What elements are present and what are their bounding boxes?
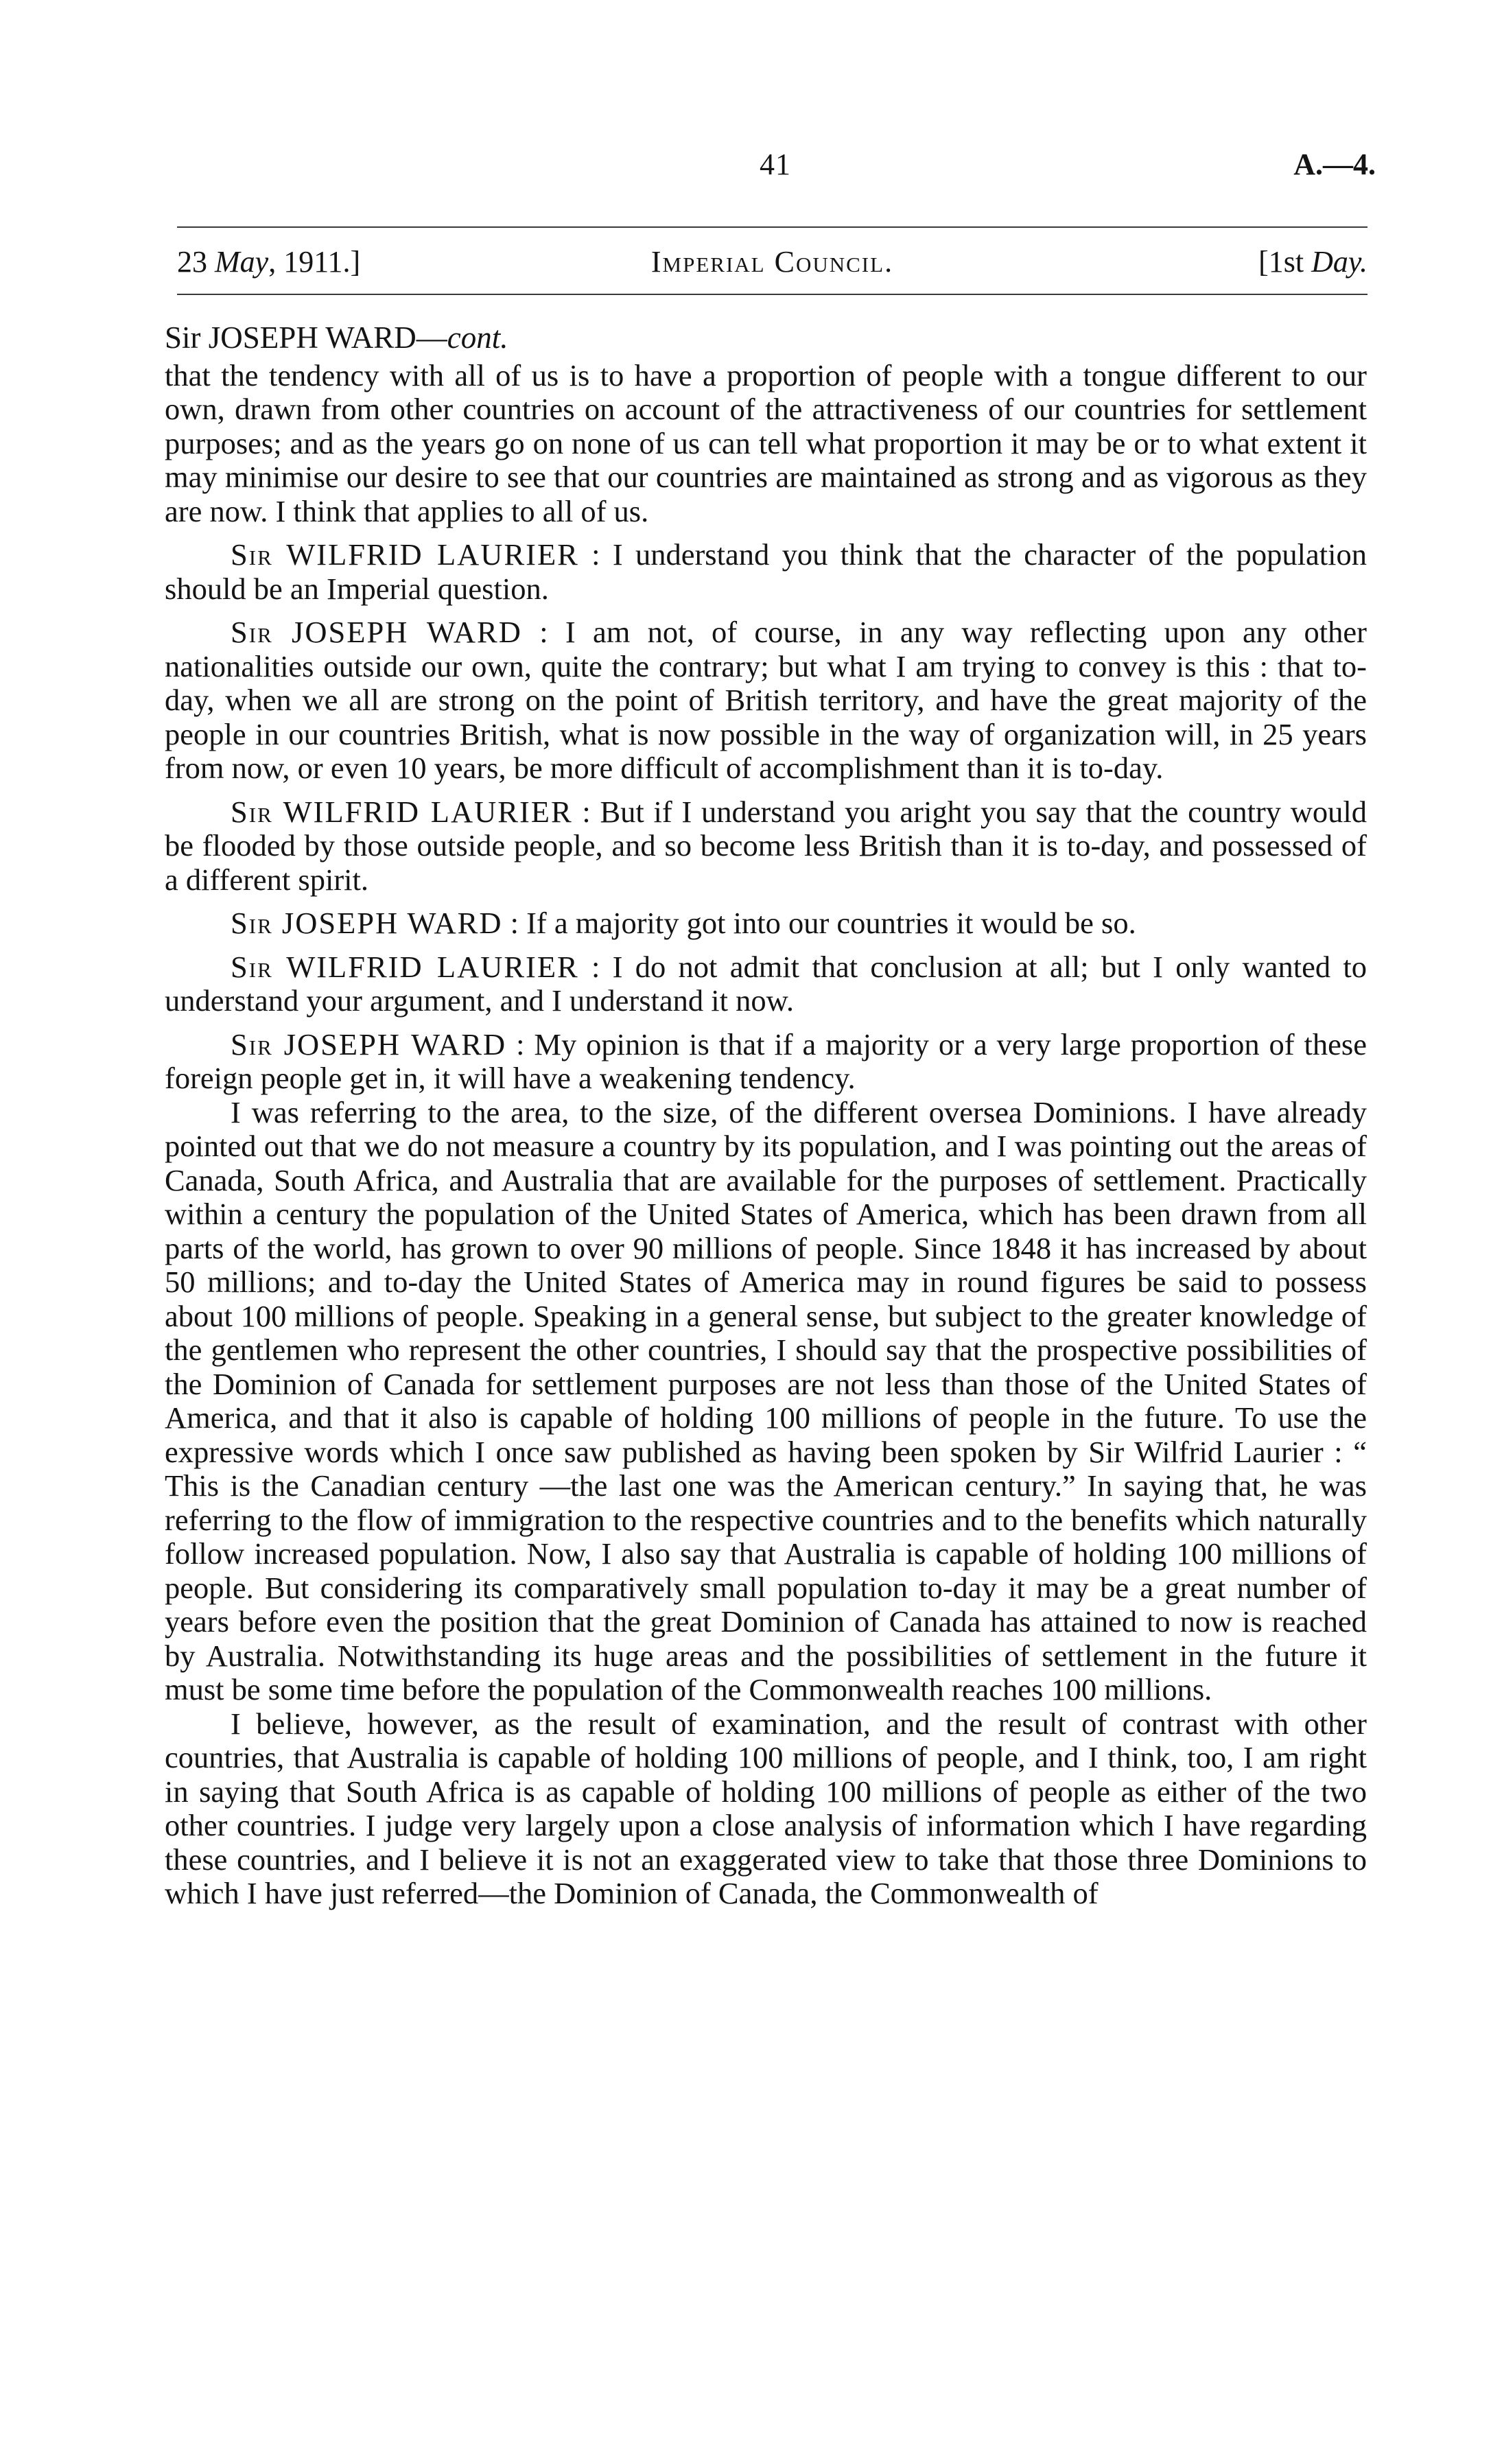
speaker-continuation [165, 321, 1367, 355]
speaker-name: Sir WILFRID LAURIER [231, 794, 573, 829]
speech-text: : My opinion is that if a majority or a very large proportion of these foreign people get in, it will have a weakening tendency. [165, 1026, 1367, 1095]
paragraph: I believe, however, as the result of examination, and the result of contrast with other countries, that Australia is capable of holding 100 millions of people, and I think, too, I am right in saying that South Africa is as capable of holding 100 millions of people as either of the two other countries. I judge very largely upon a close analysis of information which I have regarding these countries, and I believe it is not an exaggerated view to take that those three Dominions to which I have just referred—the Dominion of Canada, the Commonwealth of [165, 1706, 1367, 1910]
speaker-name: Sir JOSEPH WARD [231, 615, 522, 649]
day-word: Day. [1311, 245, 1367, 279]
page-number: 41 [760, 148, 791, 181]
paper-reference: A.—4. [1293, 148, 1376, 181]
speech-paragraph [165, 906, 1367, 941]
paragraph: that the tendency with all of us is to have a proportion of people with a tongue different to our own, drawn from other countries on account of the attractiveness of our countries for settlement purposes; and as the years go on none of us can tell what proportion it may be or to what extent it may minimise our desire to see that our countries are maintained as strong and as vigorous as they are now. I think that applies to all of us. [165, 357, 1367, 528]
speaker-name: Sir WILFRID LAURIER [231, 949, 579, 984]
speech-text: : I do not admit that conclusion at all; but I only wanted to understand your argument, and I understand it now. [165, 949, 1367, 1018]
paragraph: I was referring to the area, to the size, of the different oversea Dominions. I have already pointed out that we do not measure a country by its population, and I was pointing out the areas of Canada, South Africa, and Australia that are available for the purposes of settlement. Practically within a century the population of the United States of America, which has been drawn from all parts of the world, has grown to over 90 millions of people. Since 1848 it has increased by about 50 millions; and to-day the United States of America may in round figures be said to possess about 100 millions of people. Speaking in a general sense, but subject to the greater knowledge of the gentlemen who represent the other countries, I should say that the prospective possibilities of the Dominion of Canada for settlement purposes are not less than those of the United States of America, and that it also is capable of holding 100 millions of people in the future. To use the expressive words which I once saw published as having been spoken by Sir Wilfrid Laurier : “ This is the Canadian century —the last one was the American century.” In saying that, he was referring to the flow of immigration to the respective countries and to the benefits which naturally follow increased population. Now, I also say that Australia is capable of holding 100 millions of people. But considering its comparatively small population to-day it may be a great number of years before even the position that the great Dominion of Canada has attained to now is reached by Australia. Notwithstanding its huge areas and the possibilities of settlement in the future it must be some time before the population of the Commonwealth reaches 100 millions. [165, 1094, 1367, 1706]
speaker-name: Sir JOSEPH WARD— [165, 320, 447, 355]
speech-paragraph [165, 538, 1367, 606]
date-year: , 1911.] [268, 245, 361, 279]
date-day: 23 [177, 245, 215, 279]
speech-paragraph [165, 950, 1367, 1018]
day-number: [1st [1258, 245, 1312, 279]
header-rule-top [177, 226, 1367, 228]
speech-text: : If a majority got into our countries it would be so. [502, 906, 1136, 940]
running-head-title: Imperial Council. [650, 245, 894, 279]
speech-body [165, 321, 1367, 1911]
speaker-name: Sir JOSEPH WARD [231, 1026, 507, 1061]
speech-text: : But if I understand you aright you say that the country would be flooded by those outside people, and so become less British than it is to-day, and possessed of a different spirit. [165, 794, 1367, 897]
header-rule-bottom [177, 294, 1367, 295]
running-head [177, 244, 1367, 285]
continuation-mark: cont. [447, 320, 508, 355]
speaker-name: Sir JOSEPH WARD [231, 906, 503, 940]
running-head-day [1258, 244, 1367, 279]
speech-text: : I am not, of course, in any way reflecting upon any other nationalities outside our own, quite the contrary; but what I am trying to convey is this : that to-day, when we all are strong on the point of British territory, and have the great majority of the people in our countries British, what is now possible in the way of organization will, in 25 years from now, or even 10 years, be more difficult of accomplishment than it is to-day. [165, 615, 1367, 785]
speech-paragraph [165, 1028, 1367, 1096]
speaker-name: Sir WILFRID LAURIER [231, 537, 579, 572]
date-month: May [215, 245, 269, 279]
speech-paragraph [165, 615, 1367, 786]
speech-paragraph [165, 795, 1367, 897]
speech-text: : I understand you think that the character of the population should be an Imperial question. [165, 537, 1367, 606]
